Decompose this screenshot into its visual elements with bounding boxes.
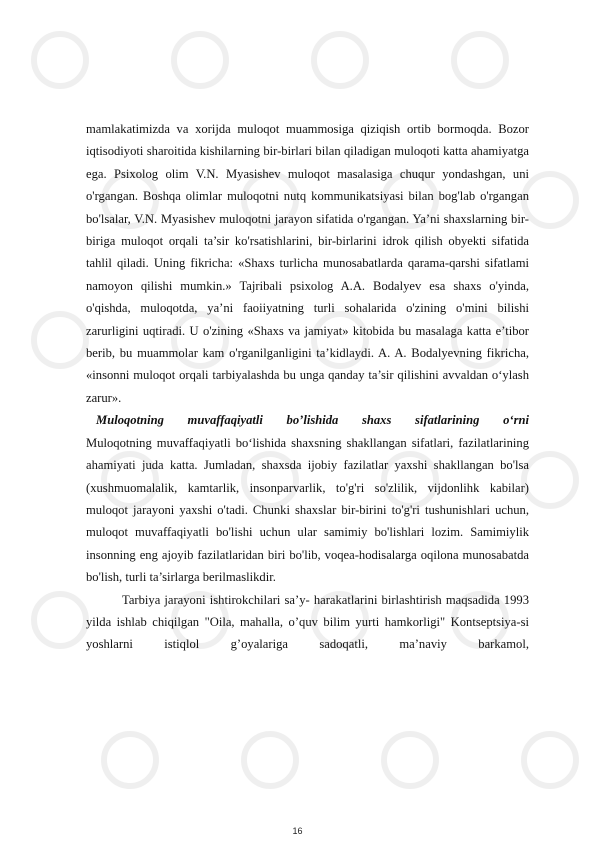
paragraph-tarbiya-jarayoni: Tarbiya jarayoni ishtirokchilari sa’y- harakatlarini birlashtirish maqsadida 1993 yilda ishlab chiqilgan "Oila, mahalla, o’quv bilim yurti hamkorligi" Kontseptsiya-si yoshlarni istiqlol g’oyalariga sadoqatli, ma’naviy barkamol, (86, 592, 529, 652)
document-page (86, 118, 529, 656)
section-heading: Muloqotning muvaffaqiyatli bo’lishida shaxs sifatlarining o‘rni (96, 413, 529, 428)
paragraph-shaxs-sifatlari: Muloqotning muvaffaqiyatli bo‘lishida shaxsning shakllangan sifatlari, fazilatlarining ahamiyati juda katta. Jumladan, shaxsda ijobiy fazilatlar yaxshi shakllangan bo'lsa (xushmuomalalik, kamtarlik, insonparvarlik, to'g'ri so'zlilik, vijdonlihk kabilar) muloqot jarayoni yaxshi o'tadi. Chunki shaxslar bir-birini to'g'ri tushunishlari uchun, muloqot muvaffaqiyatli bo'lishi uchun ular samimiy bo'lishlari lozim. Samimiylik insonning eng ajoyib fazilatlaridan biri bo'lib, voqea-hodisalarga oqilona munosabatda bo'lish, turli ta’sirlarga berilmaslikdir. (86, 435, 529, 585)
paragraph-muloqot-intro: mamlakatimizda va xorijda muloqot muammosiga qiziqish ortib bormoqda. Bozor iqtisodiyoti sharoitida kishilarning bir-birlari bilan qiladigan muloqoti katta ahamiyatga ega. Psixolog olim V.N. Myasishev muloqot masalasiga chuqur yondashgan, uni o'rgangan. Boshqa olimlar muloqotni nutq kommunikatsiyasi bilan bog'lab o'rgangan bo'lsalar, V.N. Myasishev muloqotni jarayon sifatida o'rgangan. Ya’ni shaxslarning bir-biriga muloqot orqali ta’sir ko'rsatishlarini, bir-birlarini idrok qilish obyekti sifatida tahlil qiladi. Uning fikricha: «Shaxs turlicha munosabatlarda qarama-qarshi sifatlami namoyon qilishi mumkin.» Tajribali psixolog A.A. Bodalyev esa shaxs o'yinda, o'qishda, muloqotda, ya’ni faoiiyatning turli sohalarida o'zining o'mini bilishi zarurligini uqtiradi. U o'zining «Shaxs va jamiyat» kitobida bu masalaga katta e’tibor berib, bu muammolar kam o'rganilganligini ta’kidlaydi. A. A. Bodalyevning fikricha, «insonni muloqot orqali tarbiyalashda bu unga qanday ta’sir qilishini avvaldan o‘ylash zarur». (86, 122, 529, 405)
page-number: 16 (292, 826, 303, 836)
